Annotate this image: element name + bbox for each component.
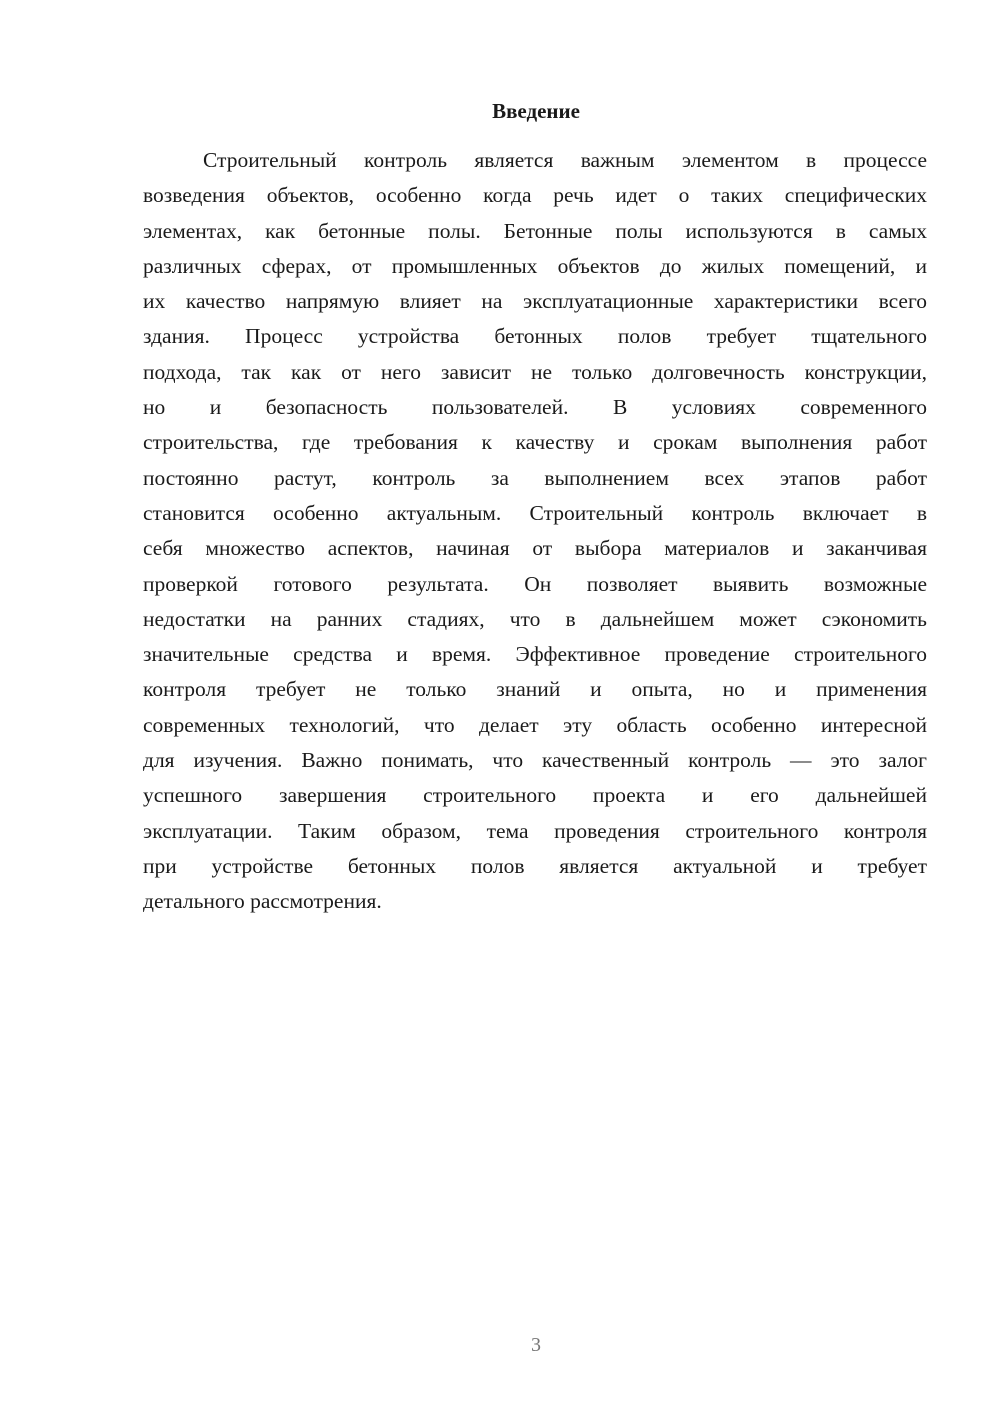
section-title: Введение: [492, 99, 580, 123]
text-line: строительства, где требования к качеству и срокам выполнения работ: [143, 430, 927, 455]
text-line: для изучения. Важно понимать, что качественный контроль — это залог: [143, 748, 927, 773]
text-line: значительные средства и время. Эффективное проведение строительного: [143, 642, 927, 667]
text-line: подхода, так как от него зависит не только долговечность конструкции,: [143, 359, 927, 384]
text-line: здания. Процесс устройства бетонных полов требует тщательного: [143, 324, 927, 349]
text-line: при устройстве бетонных полов является актуальной и требует: [143, 853, 927, 878]
text-line: но и безопасность пользователей. В условиях современного: [143, 395, 927, 420]
text-line: контроля требует не только знаний и опыта, но и применения: [143, 677, 927, 702]
text-line: современных технологий, что делает эту область особенно интересной: [143, 712, 927, 737]
text-line: успешного завершения строительного проекта и его дальнейшей: [143, 783, 927, 808]
text-line: различных сферах, от промышленных объектов до жилых помещений, и: [143, 253, 927, 278]
text-line: их качество напрямую влияет на эксплуатационные характеристики всего: [143, 289, 927, 314]
text-line: эксплуатации. Таким образом, тема проведения строительного контроля: [143, 818, 927, 843]
text-line: недостатки на ранних стадиях, что в дальнейшем может сэкономить: [143, 606, 927, 631]
text-line: себя множество аспектов, начиная от выбора материалов и заканчивая: [143, 536, 927, 561]
text-line: детального рассмотрения.: [143, 889, 382, 914]
text-line: элементах, как бетонные полы. Бетонные полы используются в самых: [143, 218, 927, 243]
text-line: Строительный контроль является важным элементом в процессе: [203, 148, 927, 172]
page-number: 3: [531, 1334, 541, 1356]
text-line: становится особенно актуальным. Строительный контроль включает в: [143, 500, 927, 525]
text-line: постоянно растут, контроль за выполнением всех этапов работ: [143, 465, 927, 490]
text-line: проверкой готового результата. Он позволяет выявить возможные: [143, 571, 927, 596]
text-line: возведения объектов, особенно когда речь идет о таких специфических: [143, 183, 927, 208]
body-paragraph: [143, 143, 927, 920]
